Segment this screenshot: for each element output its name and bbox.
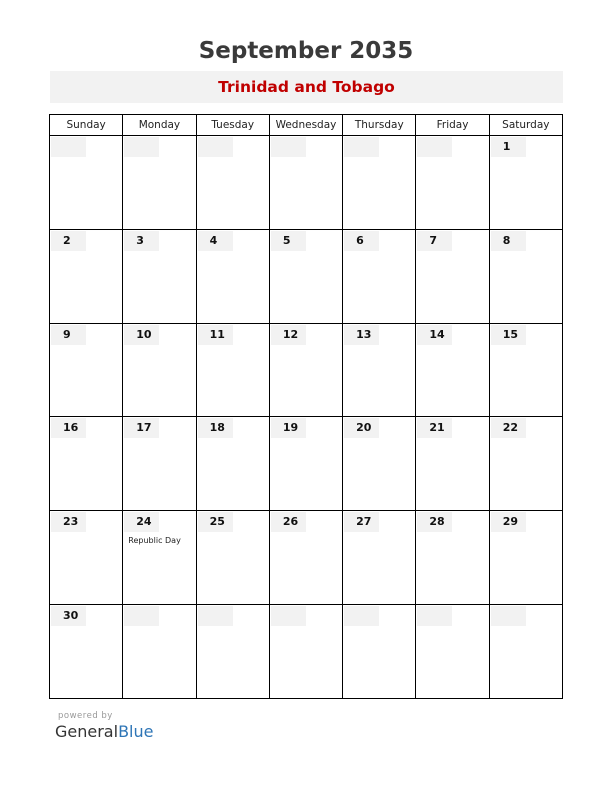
day-number: 21 [417, 418, 452, 438]
day-cell-28[interactable] [416, 511, 489, 605]
empty-day-cell [416, 136, 489, 230]
empty-day-cell [489, 605, 562, 699]
brand-general: General [55, 722, 119, 741]
week-row [50, 605, 563, 699]
generalblue-logo[interactable] [55, 722, 153, 741]
day-number: 25 [198, 512, 233, 532]
day-cell-5[interactable] [269, 229, 342, 323]
empty-day-cell [50, 136, 123, 230]
weekday-tuesday: Tuesday [196, 115, 269, 136]
day-number: 29 [491, 512, 526, 532]
day-cell-8[interactable] [489, 229, 562, 323]
day-number: 27 [344, 512, 379, 532]
day-cell-19[interactable] [269, 417, 342, 511]
day-number: 30 [51, 606, 86, 626]
day-number: 7 [417, 231, 452, 251]
empty-day-box [198, 137, 233, 157]
day-cell-20[interactable] [343, 417, 416, 511]
day-cell-2[interactable] [50, 229, 123, 323]
empty-day-box [198, 606, 233, 626]
day-cell-27[interactable] [343, 511, 416, 605]
day-cell-11[interactable] [196, 323, 269, 417]
day-number: 6 [344, 231, 379, 251]
day-number: 28 [417, 512, 452, 532]
weekday-wednesday: Wednesday [269, 115, 342, 136]
brand-blue: Blue [118, 722, 154, 741]
day-cell-6[interactable] [343, 229, 416, 323]
day-cell-12[interactable] [269, 323, 342, 417]
holiday-label: Republic Day [128, 536, 181, 546]
day-number: 23 [51, 512, 86, 532]
day-cell-1[interactable] [489, 136, 562, 230]
empty-day-cell [343, 605, 416, 699]
day-number: 26 [271, 512, 306, 532]
day-number: 2 [51, 231, 86, 251]
empty-day-cell [123, 136, 196, 230]
empty-day-box [271, 137, 306, 157]
day-number: 24 [124, 512, 159, 532]
empty-day-cell [416, 605, 489, 699]
empty-day-box [417, 606, 452, 626]
empty-day-cell [196, 136, 269, 230]
day-cell-14[interactable] [416, 323, 489, 417]
empty-day-cell [123, 605, 196, 699]
empty-day-cell [269, 605, 342, 699]
day-cell-9[interactable] [50, 323, 123, 417]
week-row [50, 229, 563, 323]
empty-day-box [344, 137, 379, 157]
day-number: 11 [198, 325, 233, 345]
day-cell-13[interactable] [343, 323, 416, 417]
empty-day-box [124, 606, 159, 626]
calendar-grid [49, 114, 563, 699]
day-cell-3[interactable] [123, 229, 196, 323]
day-number: 19 [271, 418, 306, 438]
day-cell-30[interactable] [50, 605, 123, 699]
empty-day-box [51, 137, 86, 157]
day-cell-26[interactable] [269, 511, 342, 605]
day-number: 17 [124, 418, 159, 438]
day-number: 8 [491, 231, 526, 251]
day-number: 15 [491, 325, 526, 345]
weekday-thursday: Thursday [343, 115, 416, 136]
day-number: 18 [198, 418, 233, 438]
day-number: 20 [344, 418, 379, 438]
day-cell-10[interactable] [123, 323, 196, 417]
day-number: 12 [271, 325, 306, 345]
empty-day-cell [269, 136, 342, 230]
weekday-header-row [50, 115, 563, 136]
weekday-monday: Monday [123, 115, 196, 136]
day-number: 1 [491, 137, 526, 157]
day-cell-23[interactable] [50, 511, 123, 605]
country-name: Trinidad and Tobago [50, 71, 563, 103]
day-number: 3 [124, 231, 159, 251]
day-cell-17[interactable] [123, 417, 196, 511]
powered-by-text: powered by [58, 711, 113, 721]
weekday-friday: Friday [416, 115, 489, 136]
week-row [50, 511, 563, 605]
day-cell-7[interactable] [416, 229, 489, 323]
day-number: 13 [344, 325, 379, 345]
empty-day-box [344, 606, 379, 626]
day-cell-22[interactable] [489, 417, 562, 511]
week-row [50, 323, 563, 417]
weekday-sunday: Sunday [50, 115, 123, 136]
week-row [50, 136, 563, 230]
empty-day-box [271, 606, 306, 626]
day-cell-18[interactable] [196, 417, 269, 511]
day-cell-16[interactable] [50, 417, 123, 511]
empty-day-cell [196, 605, 269, 699]
day-cell-24[interactable] [123, 511, 196, 605]
day-cell-25[interactable] [196, 511, 269, 605]
week-row [50, 417, 563, 511]
empty-day-cell [343, 136, 416, 230]
month-title: September 2035 [198, 38, 414, 64]
day-number: 5 [271, 231, 306, 251]
empty-day-box [417, 137, 452, 157]
day-number: 4 [198, 231, 233, 251]
day-number: 14 [417, 325, 452, 345]
empty-day-box [491, 606, 526, 626]
empty-day-box [124, 137, 159, 157]
day-number: 10 [124, 325, 159, 345]
calendar-body [50, 136, 563, 699]
day-cell-21[interactable] [416, 417, 489, 511]
day-number: 22 [491, 418, 526, 438]
day-cell-29[interactable] [489, 511, 562, 605]
weekday-saturday: Saturday [489, 115, 562, 136]
day-cell-15[interactable] [489, 323, 562, 417]
day-number: 16 [51, 418, 86, 438]
day-cell-4[interactable] [196, 229, 269, 323]
day-number: 9 [51, 325, 86, 345]
